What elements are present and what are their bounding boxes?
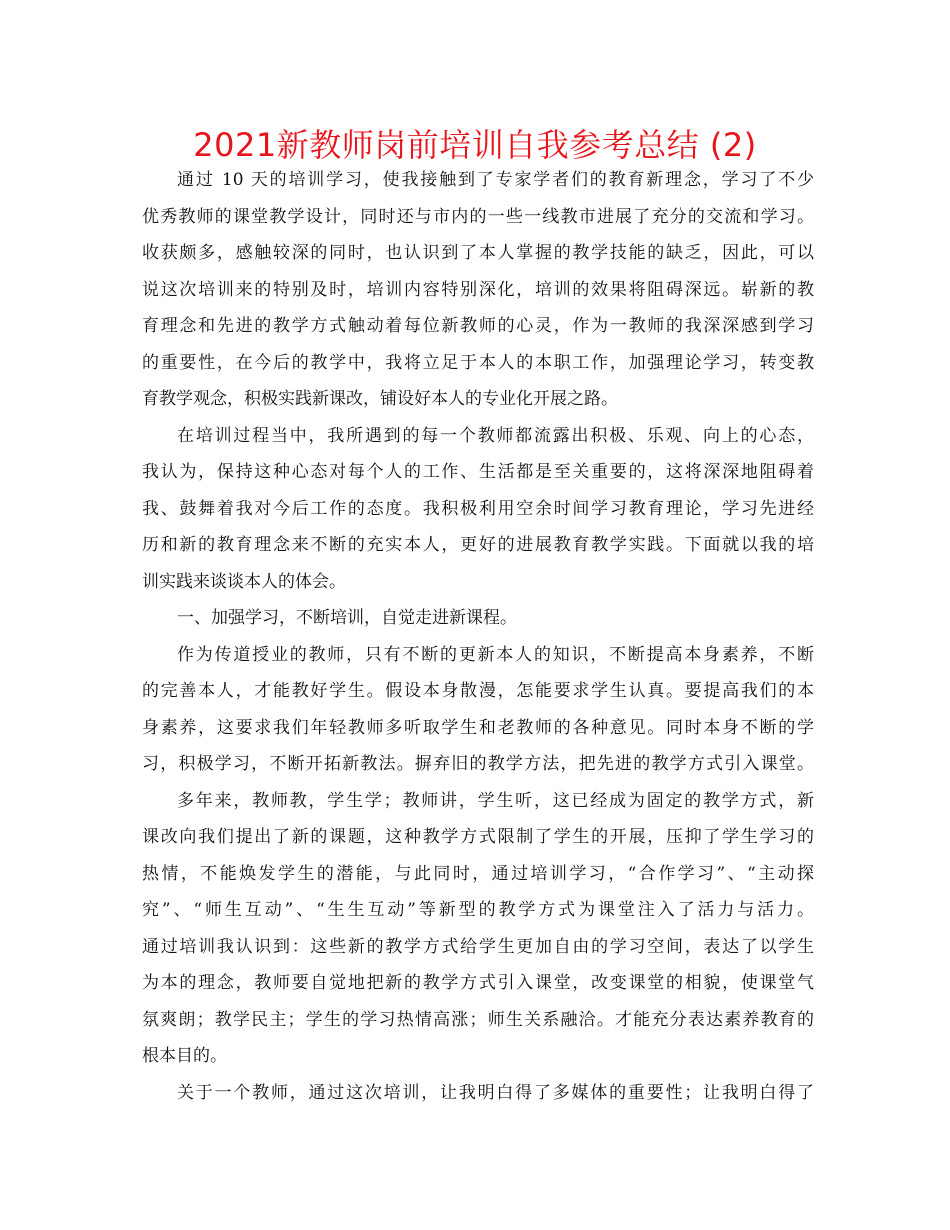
paragraph-line: 育教学观念，积极实践新课改，铺设好本人的专业化开展之路。 (142, 389, 618, 409)
paragraph-line: 训实践来谈谈本人的体会。 (142, 571, 346, 592)
paragraph-line: 作为传道授业的教师，只有不断的更新本人的知识，不断提高本身素养，不断 (177, 644, 814, 665)
paragraph-line: 的重要性，在今后的教学中，我将立足于本人的本职工作，加强理论学习，转变教 (142, 352, 814, 373)
paragraph-line: 在培训过程当中，我所遇到的每一个教师都流露出积极、乐观、向上的心态， (177, 425, 814, 446)
paragraph-line: 热情，不能焕发学生的潜能，与此同时，通过培训学习，“合作学习”、“主动探 (142, 863, 814, 884)
paragraph-line: 历和新的教育理念来不断的充实本人，更好的进展教育教学实践。下面就以我的培 (142, 535, 814, 555)
paragraph-line: 根本目的。 (142, 1046, 227, 1066)
paragraph-line: 习，积极学习，不断开拓新教法。摒弃旧的教学方法，把先进的教学方式引入课堂。 (142, 754, 814, 774)
paragraph-line: 氛爽朗；教学民主；学生的学习热情高涨；师生关系融洽。才能充分表达素养教育的 (142, 1009, 814, 1030)
paragraph-line: 我认为，保持这种心态对每个人的工作、生活都是至关重要的，这将深深地阻碍着 (142, 462, 814, 482)
paragraph-line: 收获颇多，感触较深的同时，也认识到了本人掌握的教学技能的缺乏，因此，可以 (142, 243, 814, 263)
paragraph-line: 育理念和先进的教学方式触动着每位新教师的心灵，作为一教师的我深深感到学习 (142, 316, 814, 336)
paragraph-line: 我、鼓舞着我对今后工作的态度。我积极利用空余时间学习教育理论，学习先进经 (142, 498, 814, 519)
paragraph-line: 课改向我们提出了新的课题，这种教学方式限制了学生的开展，压抑了学生学习的 (142, 827, 814, 847)
document-body (142, 162, 814, 1111)
paragraph-line: 多年来，教师教，学生学；教师讲，学生听，这已经成为固定的教学方式，新 (177, 790, 814, 811)
paragraph-line: 通过 10 天的培训学习，使我接触到了专家学者们的教育新理念，学习了不少 (177, 170, 814, 190)
paragraph-line: 关于一个教师，通过这次培训，让我明白得了多媒体的重要性；让我明白得了 (177, 1082, 814, 1103)
paragraph-line: 为本的理念，教师要自觉地把新的教学方式引入课堂，改变课堂的相貌，使课堂气 (142, 973, 814, 993)
paragraph-line: 说这次培训来的特别及时，培训内容特别深化，培训的效果将阻碍深远。崭新的教 (142, 279, 814, 300)
paragraph-line: 通过培训我认识到：这些新的教学方式给学生更加自由的学习空间，表达了以学生 (142, 936, 814, 957)
section-heading: 一、加强学习，不断培训，自觉走进新课程。 (177, 608, 517, 628)
document-title: 2021新教师岗前培训自我参考总结 (2) (193, 126, 757, 164)
paragraph-line: 身素养，这要求我们年轻教师多听取学生和老教师的各种意见。同时本身不断的学 (142, 717, 814, 738)
paragraph-line: 究”、“师生互动”、“生生互动”等新型的教学方式为课堂注入了活力与活力。 (142, 900, 814, 920)
paragraph-line: 优秀教师的课堂教学设计，同时还与市内的一些一线教市进展了充分的交流和学习。 (142, 206, 814, 227)
paragraph-line: 的完善本人，才能教好学生。假设本身散漫，怎能要求学生认真。要提高我们的本 (142, 681, 814, 701)
